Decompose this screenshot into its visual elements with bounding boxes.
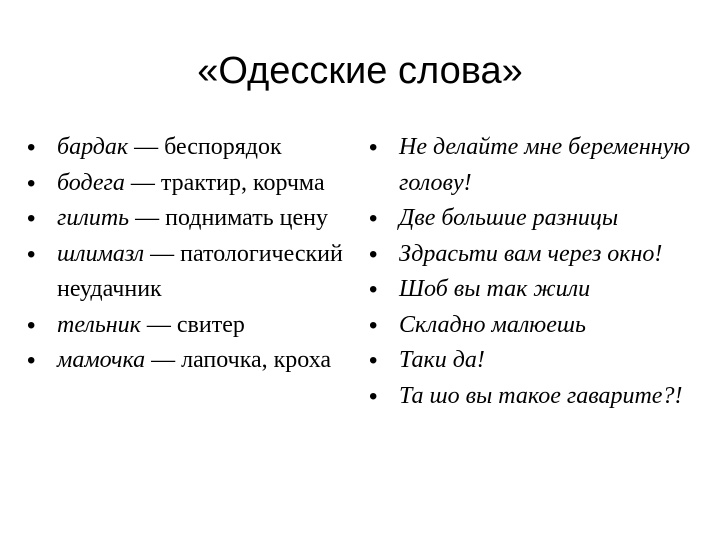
bullet-icon: •	[369, 276, 378, 303]
bullet-icon: •	[27, 134, 36, 161]
separator: —	[124, 169, 161, 196]
dictionary-list	[27, 130, 357, 379]
separator: —	[144, 240, 181, 267]
phrase-item	[369, 237, 711, 273]
bullet-icon: •	[27, 169, 36, 197]
phrase-item	[369, 130, 711, 201]
term: бардак	[57, 134, 129, 160]
bullet-icon: •	[369, 205, 378, 232]
phrase: Таки да!	[399, 347, 485, 373]
separator: —	[145, 347, 182, 373]
bullet-icon: •	[27, 240, 36, 268]
separator: —	[140, 311, 177, 338]
meaning: патологический неудачник	[57, 240, 343, 302]
phrases-list	[369, 130, 711, 414]
term: тельник	[57, 311, 141, 338]
meaning: свитер	[176, 311, 245, 338]
separator: —	[128, 134, 165, 160]
bullet-icon: •	[369, 382, 378, 410]
phrase: Та шо вы такое гаварите?!	[399, 382, 683, 409]
phrase: Складно малюешь	[399, 311, 586, 338]
bullet-icon: •	[27, 311, 36, 339]
dictionary-item	[27, 130, 357, 166]
bullet-icon: •	[369, 347, 378, 374]
phrase: Не делайте мне беременную голову!	[399, 134, 691, 196]
separator: —	[129, 205, 166, 231]
meaning: беспорядок	[164, 134, 282, 160]
phrase-item	[369, 343, 711, 379]
dictionary-item	[27, 201, 357, 237]
bullet-icon: •	[27, 347, 36, 374]
phrase-item	[369, 379, 711, 415]
term: бодега	[57, 169, 125, 196]
phrase: Здрасьти вам через окно!	[399, 240, 663, 267]
term: гилить	[57, 205, 130, 231]
meaning: трактир, корчма	[160, 169, 325, 196]
dictionary-item	[27, 166, 357, 202]
slide-title: «Одесские слова»	[197, 50, 523, 92]
dictionary-item	[27, 343, 357, 379]
meaning: поднимать цену	[165, 205, 328, 231]
term: мамочка	[57, 347, 146, 373]
meaning: лапочка, кроха	[181, 347, 332, 373]
term: шлимазл	[57, 240, 145, 267]
dictionary-item	[27, 308, 357, 344]
bullet-icon: •	[27, 205, 36, 232]
bullet-icon: •	[369, 240, 378, 268]
phrase-item	[369, 201, 711, 237]
phrase: Две большие разницы	[399, 205, 619, 231]
dictionary-item	[27, 237, 357, 308]
phrase-item	[369, 272, 711, 308]
bullet-icon: •	[369, 311, 378, 339]
phrase-item	[369, 308, 711, 344]
phrase: Шоб вы так жили	[399, 276, 591, 302]
bullet-icon: •	[369, 134, 378, 161]
